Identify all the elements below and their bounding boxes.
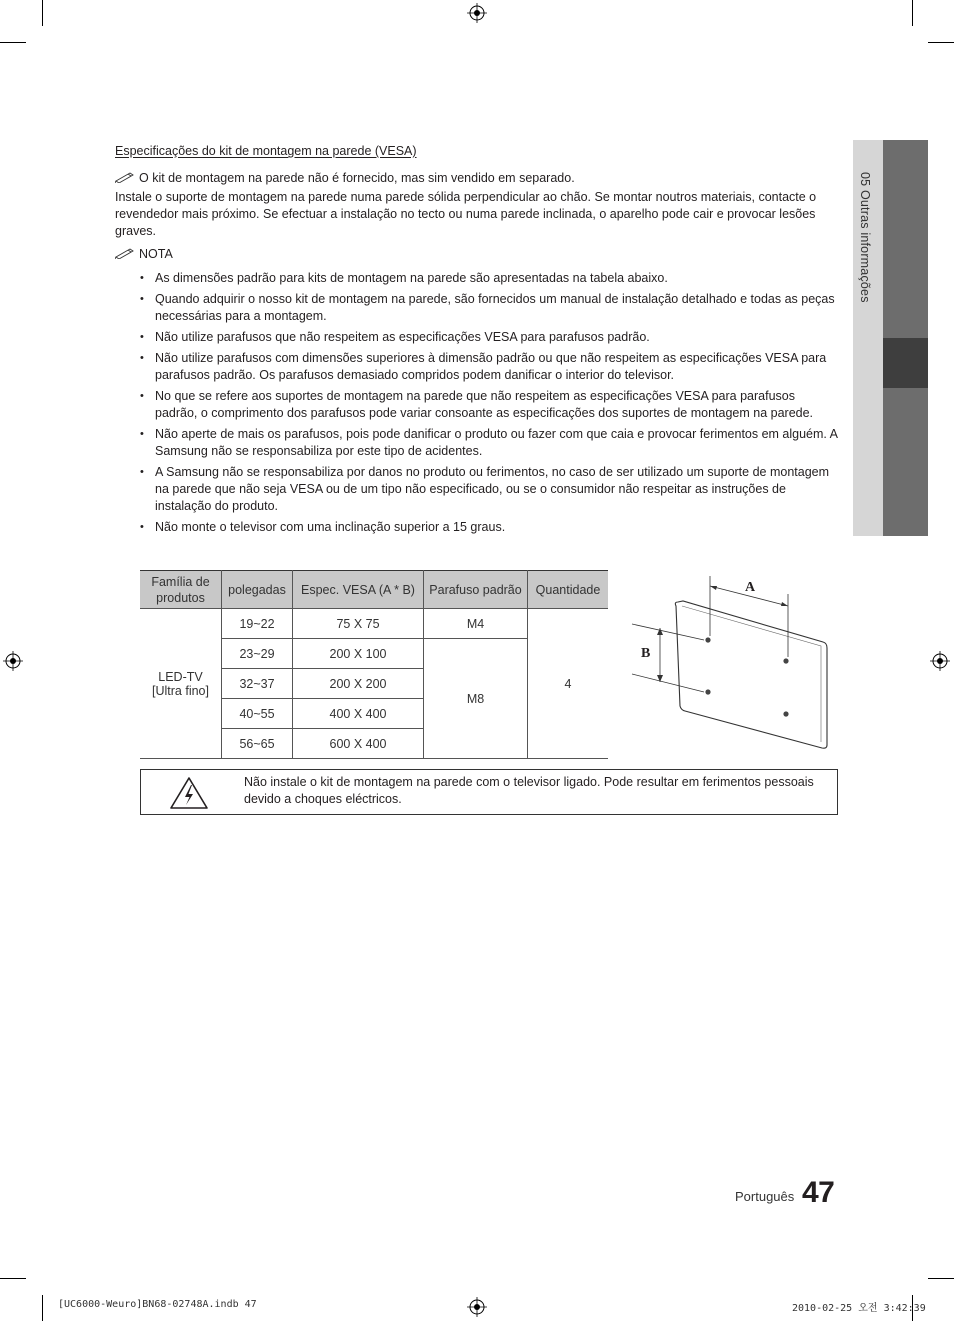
inches-cell: 40~55 xyxy=(222,699,293,729)
list-item: • Não utilize parafusos com dimensões superiores à dimensão padrão ou que não respeitem as especificações VESA para parafusos padrão. Os parafusos demasiado compridos podem danificar o interior do televisor. xyxy=(140,350,840,384)
vesa-cell: 200 X 200 xyxy=(293,669,424,699)
crop-mark xyxy=(0,42,26,43)
header-cell: Família de produtos xyxy=(140,571,222,609)
warning-box xyxy=(140,769,838,815)
family-line: LED-TV xyxy=(158,669,203,684)
side-tab-chapter-marker xyxy=(883,338,928,388)
list-item: • Não aperte de mais os parafusos, pois pode danificar o produto ou fazer com que caia e provocar ferimentos em alguém. A Samsung não se responsabiliza por este tipo de acidentes. xyxy=(140,426,840,460)
tv-rear-panel xyxy=(675,601,827,748)
page-number: 47 xyxy=(802,1176,835,1209)
list-item: • Não monte o televisor com uma inclinação superior a 15 graus. xyxy=(140,519,840,536)
inches-cell: 23~29 xyxy=(222,639,293,669)
quantity-cell: 4 xyxy=(528,609,609,759)
list-item: • As dimensões padrão para kits de montagem na parede são apresentadas na tabela abaixo. xyxy=(140,270,840,287)
label-b: B xyxy=(641,646,651,661)
footer-language: Português xyxy=(735,1189,795,1204)
crop-mark xyxy=(912,0,913,26)
list-item: • No que se refere aos suportes de montagem na parede que não respeitem as especificações VESA para parafusos padrão, o comprimento dos parafusos pode variar consoante as especificações dos suportes de montagem na parede. xyxy=(140,388,840,422)
screw-cell: M8 xyxy=(424,639,528,759)
registration-mark-icon xyxy=(467,1297,487,1317)
inches-cell: 19~22 xyxy=(222,609,293,639)
print-slug-file: [UC6000-Weuro]BN68-02748A.indb 47 xyxy=(58,1299,257,1310)
print-slug-date: 2010-02-25 오전 3:42:39 xyxy=(792,1303,926,1314)
nota-heading xyxy=(115,246,173,263)
list-item: • A Samsung não se responsabiliza por danos no produto ou ferimentos, no caso de ser utilizado um suporte de montagem na parede que não seja VESA ou de um tipo não especificado, ou se o consumidor não respeitar as instruções de instalação do produto. xyxy=(140,464,840,515)
label-a: A xyxy=(745,580,756,595)
table-header-row xyxy=(140,571,608,609)
registration-mark-icon xyxy=(467,3,487,23)
family-cell xyxy=(140,609,222,759)
table-row xyxy=(140,609,608,639)
tv-mounting-diagram xyxy=(630,570,840,755)
crop-mark xyxy=(42,1295,43,1321)
section-title: Especificações do kit de montagem na parede (VESA) xyxy=(115,144,417,158)
vesa-cell: 200 X 100 xyxy=(293,639,424,669)
vesa-cell: 75 X 75 xyxy=(293,609,424,639)
header-cell: polegadas xyxy=(222,571,293,609)
header-cell: Parafuso padrão xyxy=(424,571,528,609)
inches-cell: 56~65 xyxy=(222,729,293,759)
intro-paragraph: Instale o suporte de montagem na parede numa parede sólida perpendicular ao chão. Se montar noutros materiais, contacte o revendedor mais próximo. Se efectuar a instalação no tecto ou numa parede inclinada, o aparelho pode cair e provocar lesões graves. xyxy=(115,190,817,238)
vesa-cell: 600 X 400 xyxy=(293,729,424,759)
header-cell: Espec. VESA (A * B) xyxy=(293,571,424,609)
pencil-note-icon xyxy=(115,171,135,183)
nota-label: NOTA xyxy=(139,247,173,261)
family-line: [Ultra fino] xyxy=(152,683,209,698)
warning-text: Não instale o kit de montagem na parede com o televisor ligado. Pode resultar em ferimentos pessoais devido a choques eléctricos. xyxy=(244,775,814,806)
header-cell: Quantidade xyxy=(528,571,609,609)
crop-mark xyxy=(0,1278,26,1279)
note-text: O kit de montagem na parede não é fornecido, mas sim vendido em separado. xyxy=(139,171,575,185)
vesa-spec-table xyxy=(140,570,608,759)
registration-mark-icon xyxy=(930,651,950,671)
vesa-cell: 400 X 400 xyxy=(293,699,424,729)
note-line xyxy=(115,170,575,187)
list-item: • Não utilize parafusos que não respeitem as especificações VESA para parafusos padrão. xyxy=(140,329,840,346)
screw-cell: M4 xyxy=(424,609,528,639)
list-item: • Quando adquirir o nosso kit de montagem na parede, são fornecidos um manual de instalação detalhado e todas as peças necessárias para a montagem. xyxy=(140,291,840,325)
side-tab-label: 05 Outras informações xyxy=(858,172,872,303)
pencil-note-icon xyxy=(115,247,135,259)
crop-mark xyxy=(928,42,954,43)
registration-mark-icon xyxy=(3,651,23,671)
crop-mark xyxy=(928,1278,954,1279)
inches-cell: 32~37 xyxy=(222,669,293,699)
crop-mark xyxy=(42,0,43,26)
notes-bullet-list xyxy=(140,270,840,540)
electric-shock-warning-icon xyxy=(169,776,209,810)
